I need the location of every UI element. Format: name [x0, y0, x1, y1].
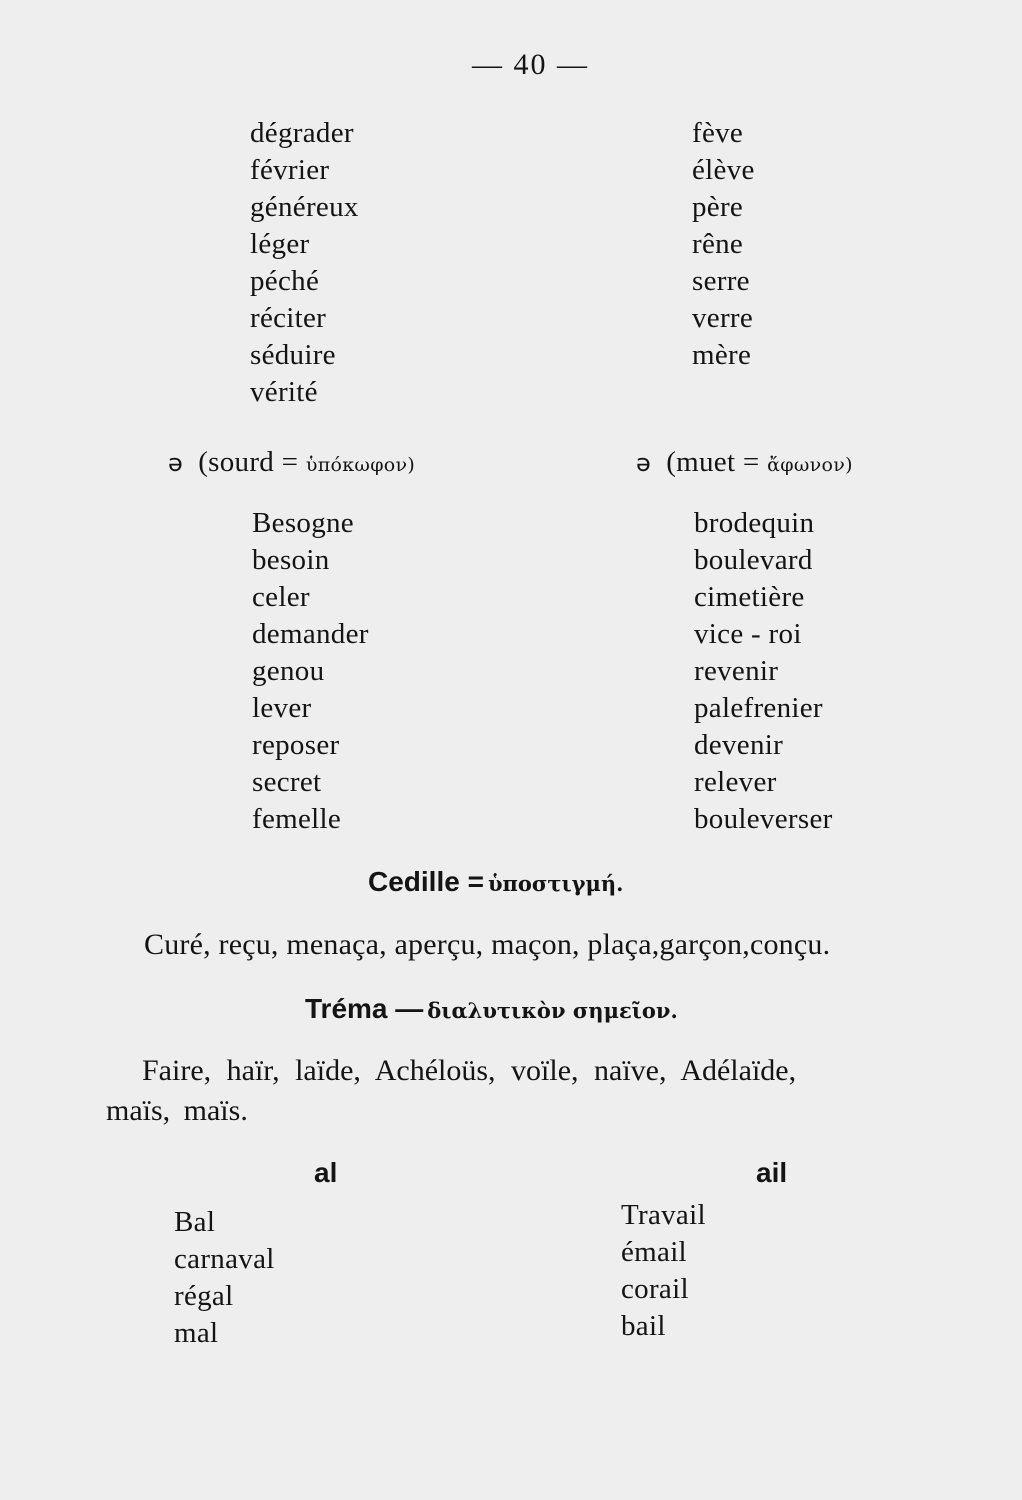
- word-item: Travail: [621, 1199, 706, 1231]
- word-item: verre: [692, 302, 754, 334]
- word-item: besoin: [252, 544, 330, 576]
- word-item: février: [250, 154, 330, 186]
- section3-left-heading: al: [314, 1157, 338, 1188]
- word-item: celer: [252, 581, 310, 613]
- word-item: cimetière: [694, 581, 805, 613]
- word-item: lever: [252, 692, 312, 724]
- cedille-greek: ὑποστιγμή.: [487, 871, 624, 896]
- page-number: — 40 —: [472, 48, 589, 81]
- word-item: fève: [692, 117, 744, 149]
- heading-greek: ἄφωνον): [767, 454, 853, 476]
- word-item: léger: [250, 228, 310, 260]
- word-item: genou: [252, 655, 325, 687]
- trema-heading: [305, 993, 678, 1025]
- word-item: généreux: [250, 191, 359, 223]
- word-item: péché: [250, 265, 320, 297]
- schwa-symbol: ə: [636, 449, 652, 477]
- word-item: bouleverser: [694, 803, 833, 835]
- word-item: Besogne: [252, 507, 354, 539]
- word-item: demander: [252, 618, 369, 650]
- word-item: rêne: [692, 228, 744, 260]
- cedille-label: Cedille =: [368, 866, 484, 897]
- word-item: relever: [694, 766, 777, 798]
- section2-right-heading: [636, 444, 853, 484]
- word-item: bail: [621, 1310, 666, 1342]
- trema-line-1: Faire, haïr, laïde, Achéloüs, voïle, naïve, Adélaïde,: [142, 1054, 797, 1087]
- section2-left-column: [252, 505, 369, 838]
- section1-right-column: [692, 115, 755, 374]
- word-item: émail: [621, 1236, 687, 1268]
- trema-label: Tréma —: [305, 993, 424, 1024]
- word-item: secret: [252, 766, 322, 798]
- word-item: père: [692, 191, 744, 223]
- trema-greek: διαλυτικὸν σημεῖον.: [427, 998, 678, 1023]
- word-item: boulevard: [694, 544, 813, 576]
- word-item: séduire: [250, 339, 336, 371]
- word-item: dégrader: [250, 117, 354, 149]
- word-item: serre: [692, 265, 750, 297]
- section3-left-column: [174, 1204, 275, 1352]
- heading-label: (muet =: [666, 446, 760, 478]
- word-item: réciter: [250, 302, 327, 334]
- heading-label: (sourd =: [198, 446, 299, 478]
- word-item: régal: [174, 1280, 234, 1312]
- word-item: brodequin: [694, 507, 815, 539]
- trema-line-2: maïs, maïs.: [106, 1094, 248, 1127]
- word-item: mal: [174, 1317, 219, 1349]
- section3-right-column: [621, 1197, 706, 1345]
- section3-right-heading: ail: [756, 1157, 788, 1188]
- word-item: devenir: [694, 729, 784, 761]
- word-item: reposer: [252, 729, 340, 761]
- cedille-heading: [368, 866, 623, 898]
- word-item: femelle: [252, 803, 342, 835]
- word-item: mère: [692, 339, 752, 371]
- word-item: carnaval: [174, 1243, 275, 1275]
- word-item: élève: [692, 154, 755, 186]
- word-item: vérité: [250, 376, 318, 408]
- word-item: Bal: [174, 1206, 216, 1238]
- schwa-symbol: ə: [168, 449, 184, 477]
- section1-left-column: [250, 115, 359, 411]
- bleed-through-text: [420, 160, 427, 190]
- word-item: revenir: [694, 655, 779, 687]
- word-item: palefrenier: [694, 692, 823, 724]
- word-item: corail: [621, 1273, 689, 1305]
- word-item: vice - roi: [694, 618, 802, 650]
- heading-greek: ὑπόκωφον): [305, 454, 416, 476]
- section2-left-heading: [168, 444, 415, 484]
- section2-right-column: [694, 505, 833, 838]
- cedille-examples: Curé, reçu, menaça, aperçu, maçon, plaça,garçon,conçu.: [144, 928, 831, 961]
